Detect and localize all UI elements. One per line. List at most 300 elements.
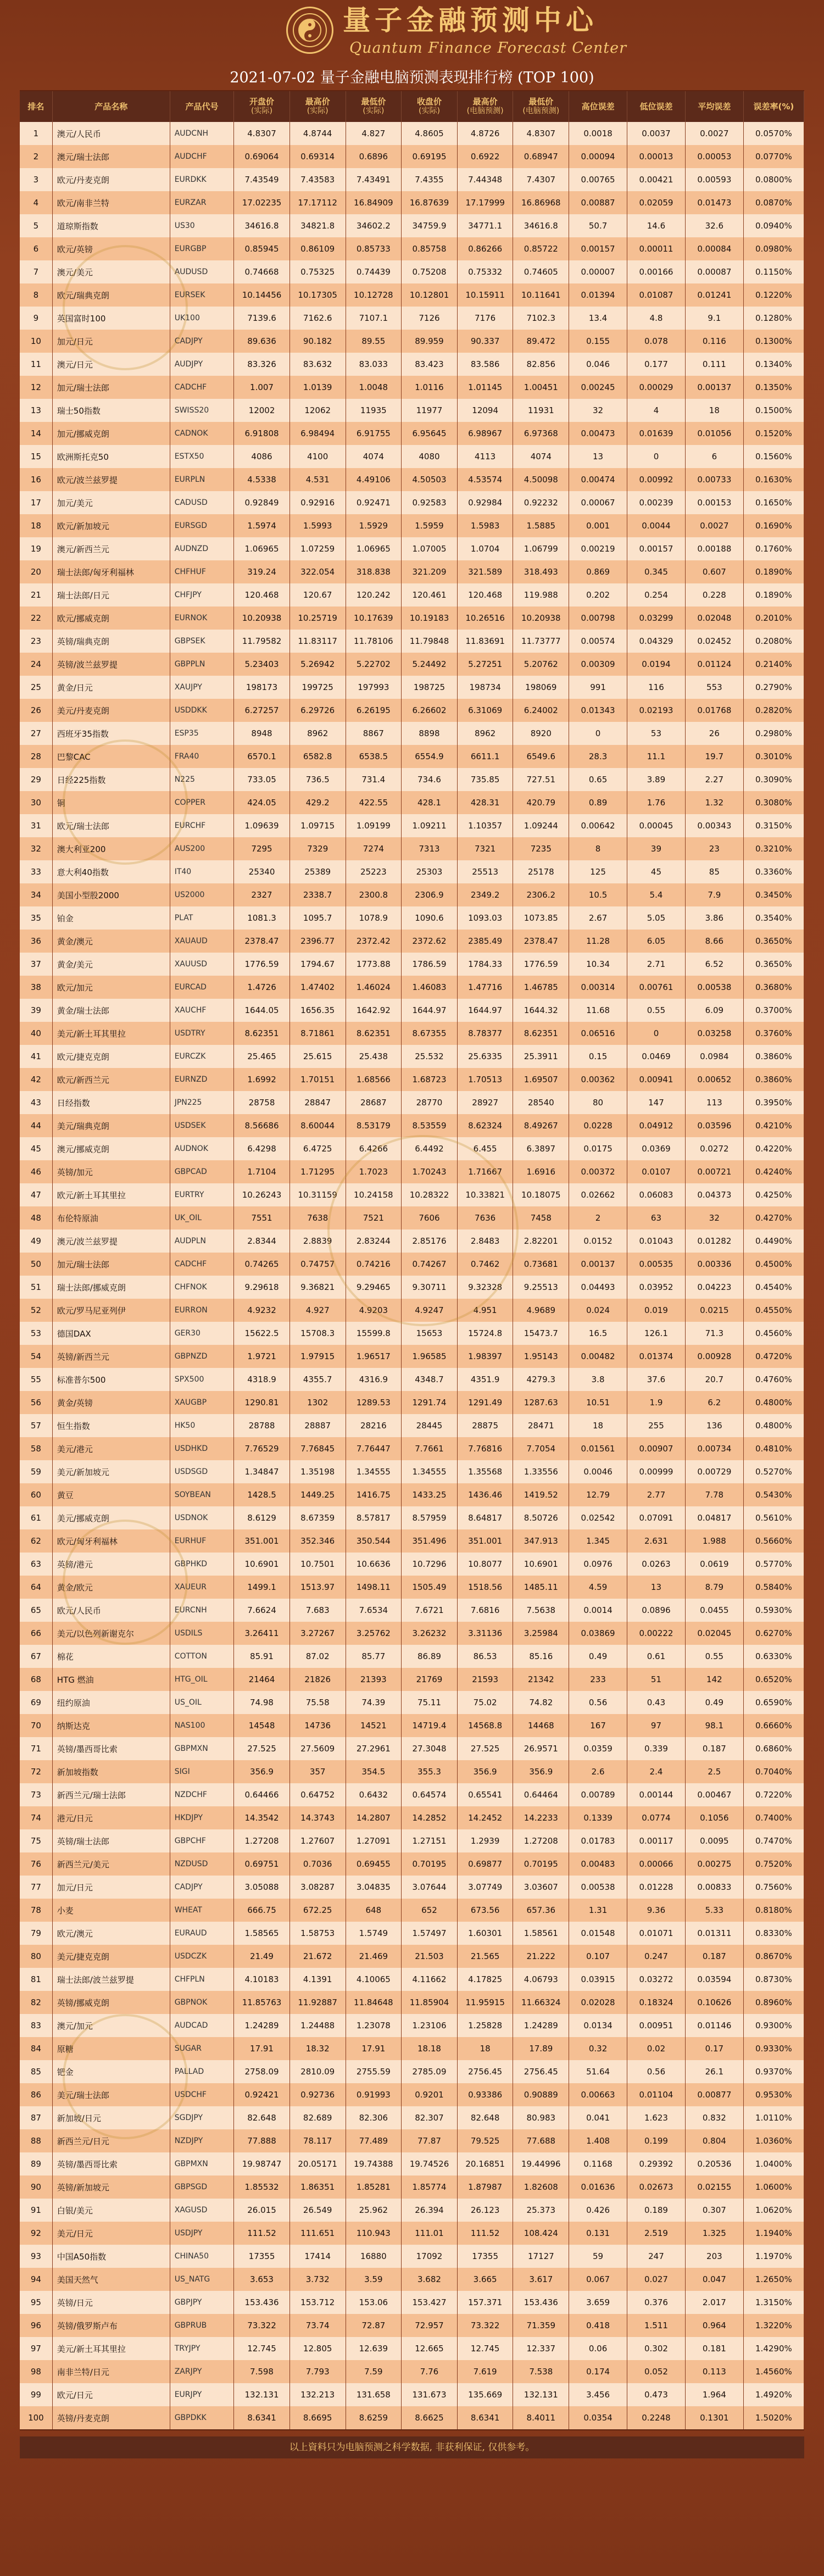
cell-error-rate: 0.2980% <box>743 722 804 745</box>
cell-low: 1.0048 <box>346 376 402 399</box>
cell-close: 4080 <box>402 445 458 468</box>
cell-avg-error: 0.01473 <box>685 191 743 214</box>
cell-forecast-low: 14.2233 <box>513 1806 569 1829</box>
cell-forecast-high: 17.17999 <box>457 191 513 214</box>
cell-close: 4.9247 <box>402 1299 458 1322</box>
cell-error-rate: 0.0800% <box>743 168 804 191</box>
cell-open: 7.598 <box>234 2360 290 2383</box>
cell-forecast-high: 4113 <box>457 445 513 468</box>
cell-close: 8.67355 <box>402 1022 458 1045</box>
cell-open: 153.436 <box>234 2291 290 2314</box>
table-row <box>20 1368 804 1391</box>
table-row <box>20 1622 804 1645</box>
cell-low-error: 247 <box>627 2245 686 2268</box>
table-row <box>20 122 804 145</box>
cell-forecast-low: 21.222 <box>513 1945 569 1968</box>
cell-high: 25.615 <box>289 1045 346 1068</box>
cell-low: 7.6534 <box>346 1599 402 1622</box>
cell-product-code: HKDJPY <box>170 1806 233 1829</box>
cell-avg-error: 2.5 <box>685 1760 743 1783</box>
cell-product-name: 美元/新加坡元 <box>52 1460 170 1483</box>
cell-low-error: 0.07091 <box>627 1506 686 1529</box>
table-header <box>20 91 804 122</box>
cell-close: 1433.25 <box>402 1483 458 1506</box>
cell-forecast-low: 10.20938 <box>513 607 569 630</box>
cell-error-rate: 1.2650% <box>743 2268 804 2291</box>
cell-high: 6.98494 <box>289 422 346 445</box>
cell-rank: 34 <box>20 883 52 906</box>
cell-error-rate: 0.1350% <box>743 376 804 399</box>
cell-product-name: 加元/瑞士法郎 <box>52 376 170 399</box>
cell-high-error: 13 <box>569 445 627 468</box>
cell-low: 7.43491 <box>346 168 402 191</box>
cell-forecast-high: 1518.56 <box>457 1576 513 1599</box>
cell-close: 7.7661 <box>402 1437 458 1460</box>
cell-high-error: 0.0018 <box>569 122 627 145</box>
cell-low: 2300.8 <box>346 883 402 906</box>
cell-high-error: 0.00473 <box>569 422 627 445</box>
cell-high: 1.97915 <box>289 1345 346 1368</box>
col-header-sub: (实际) <box>363 107 385 115</box>
cell-low-error: 1.9 <box>627 1391 686 1414</box>
cell-close: 10.19183 <box>402 607 458 630</box>
cell-open: 356.9 <box>234 1760 290 1783</box>
cell-forecast-high: 1.0704 <box>457 537 513 560</box>
table-row <box>20 2268 804 2291</box>
cell-open: 0.64466 <box>234 1783 290 1806</box>
cell-forecast-high: 6.31069 <box>457 699 513 722</box>
cell-open: 0.69751 <box>234 1852 290 1876</box>
cell-product-code: USDCZK <box>170 1945 233 1968</box>
cell-avg-error: 0.00336 <box>685 1253 743 1276</box>
cell-forecast-high: 86.53 <box>457 1645 513 1668</box>
cell-forecast-low: 7458 <box>513 1206 569 1229</box>
cell-rank: 55 <box>20 1368 52 1391</box>
cell-rank: 58 <box>20 1437 52 1460</box>
cell-low-error: 0.0107 <box>627 1160 686 1183</box>
cell-avg-error: 19.7 <box>685 745 743 768</box>
cell-close: 1.09211 <box>402 814 458 837</box>
cell-error-rate: 0.4490% <box>743 1229 804 1253</box>
cell-error-rate: 1.1970% <box>743 2245 804 2268</box>
cell-low-error: 0.00066 <box>627 1852 686 1876</box>
cell-forecast-low: 2378.47 <box>513 930 569 953</box>
cell-rank: 92 <box>20 2222 52 2245</box>
cell-close: 19.74526 <box>402 2152 458 2176</box>
cell-open: 1644.05 <box>234 999 290 1022</box>
cell-forecast-low: 4.06793 <box>513 1968 569 1991</box>
cell-rank: 17 <box>20 491 52 514</box>
cell-product-name: 英镑/新西兰元 <box>52 1345 170 1368</box>
cell-high-error: 0.01783 <box>569 1829 627 1852</box>
cell-low-error: 51 <box>627 1668 686 1691</box>
cell-rank: 51 <box>20 1276 52 1299</box>
cell-open: 1.58565 <box>234 1922 290 1945</box>
cell-low: 1498.11 <box>346 1576 402 1599</box>
cell-low-error: 6.05 <box>627 930 686 953</box>
cell-low-error: 0.027 <box>627 2268 686 2291</box>
cell-forecast-low: 1287.63 <box>513 1391 569 1414</box>
cell-error-rate: 0.4760% <box>743 1368 804 1391</box>
cell-product-name: 欧元/澳元 <box>52 1922 170 1945</box>
cell-rank: 19 <box>20 537 52 560</box>
cell-open: 7551 <box>234 1206 290 1229</box>
cell-high: 21.672 <box>289 1945 346 1968</box>
cell-forecast-high: 83.586 <box>457 353 513 376</box>
cell-open: 73.322 <box>234 2314 290 2337</box>
cell-error-rate: 0.4210% <box>743 1114 804 1137</box>
cell-low-error: 0.02193 <box>627 699 686 722</box>
cell-close: 3.26232 <box>402 1622 458 1645</box>
cell-low: 1642.92 <box>346 999 402 1022</box>
table-row <box>20 630 804 653</box>
cell-high: 12062 <box>289 399 346 422</box>
cell-forecast-low: 89.472 <box>513 330 569 353</box>
cell-product-code: AUDPLN <box>170 1229 233 1253</box>
cell-open: 6.4298 <box>234 1137 290 1160</box>
cell-close: 4.50503 <box>402 468 458 491</box>
cell-high-error: 0.0134 <box>569 2014 627 2037</box>
cell-close: 0.69195 <box>402 145 458 168</box>
cell-close: 0.70195 <box>402 1852 458 1876</box>
cell-product-code: XAUJPY <box>170 676 233 699</box>
cell-high: 0.92736 <box>289 2083 346 2106</box>
cell-forecast-low: 6.3897 <box>513 1137 569 1160</box>
cell-high-error: 0.1339 <box>569 1806 627 1829</box>
cell-low-error: 0.302 <box>627 2337 686 2360</box>
cell-high: 0.64752 <box>289 1783 346 1806</box>
cell-forecast-low: 1.00451 <box>513 376 569 399</box>
cell-product-name: 澳元/挪威克朗 <box>52 1137 170 1160</box>
cell-low: 25223 <box>346 860 402 883</box>
col-header-close <box>402 91 458 122</box>
cell-low-error: 0.00045 <box>627 814 686 837</box>
cell-open: 74.98 <box>234 1691 290 1714</box>
cell-product-name: 欧洲斯托克50 <box>52 445 170 468</box>
cell-rank: 10 <box>20 330 52 353</box>
cell-product-name: 欧元/人民币 <box>52 1599 170 1622</box>
table-row <box>20 1137 804 1160</box>
cell-rank: 1 <box>20 122 52 145</box>
cell-high-error: 0.00474 <box>569 468 627 491</box>
cell-close: 27.3048 <box>402 1737 458 1760</box>
table-row <box>20 1483 804 1506</box>
cell-high-error: 167 <box>569 1714 627 1737</box>
cell-error-rate: 0.0570% <box>743 122 804 145</box>
cell-product-name: 标准普尔500 <box>52 1368 170 1391</box>
cell-low: 1.34555 <box>346 1460 402 1483</box>
cell-forecast-high: 12094 <box>457 399 513 422</box>
cell-close: 16.87639 <box>402 191 458 214</box>
cell-high: 1302 <box>289 1391 346 1414</box>
cell-high-error: 0.01636 <box>569 2176 627 2199</box>
col-header-main: 收盘价 <box>416 97 442 107</box>
cell-error-rate: 0.2010% <box>743 607 804 630</box>
cell-low: 8.57817 <box>346 1506 402 1529</box>
cell-error-rate: 1.0600% <box>743 2176 804 2199</box>
cell-error-rate: 0.0980% <box>743 237 804 260</box>
cell-close: 355.3 <box>402 1760 458 1783</box>
cell-forecast-low: 14468 <box>513 1714 569 1737</box>
table-row <box>20 722 804 745</box>
cell-product-name: 新加坡指数 <box>52 1760 170 1783</box>
cell-low: 1.27091 <box>346 1829 402 1852</box>
cell-high-error: 3.659 <box>569 2291 627 2314</box>
cell-forecast-low: 1.46785 <box>513 976 569 999</box>
cell-product-name: 澳元/日元 <box>52 353 170 376</box>
cell-rank: 28 <box>20 745 52 768</box>
cell-low: 77.489 <box>346 2129 402 2152</box>
cell-error-rate: 0.2790% <box>743 676 804 699</box>
cell-low: 1.09199 <box>346 814 402 837</box>
cell-close: 7313 <box>402 837 458 860</box>
cell-close: 153.427 <box>402 2291 458 2314</box>
cell-high: 1.70151 <box>289 1068 346 1091</box>
cell-product-code: AUDCHF <box>170 145 233 168</box>
cell-product-name: 英镑/日元 <box>52 2291 170 2314</box>
cell-product-code: CHFJPY <box>170 583 233 607</box>
cell-forecast-high: 7636 <box>457 1206 513 1229</box>
table-row <box>20 2129 804 2152</box>
cell-rank: 76 <box>20 1852 52 1876</box>
cell-low: 120.242 <box>346 583 402 607</box>
cell-low: 10.17639 <box>346 607 402 630</box>
cell-close: 3.682 <box>402 2268 458 2291</box>
cell-low: 110.943 <box>346 2222 402 2245</box>
cell-rank: 74 <box>20 1806 52 1829</box>
cell-low: 17.91 <box>346 2037 402 2060</box>
cell-high: 111.651 <box>289 2222 346 2245</box>
cell-forecast-high: 7.6816 <box>457 1599 513 1622</box>
cell-rank: 99 <box>20 2383 52 2406</box>
cell-forecast-high: 14568.8 <box>457 1714 513 1737</box>
cell-forecast-high: 8.64817 <box>457 1506 513 1529</box>
cell-low: 1.96517 <box>346 1345 402 1368</box>
cell-low-error: 0.189 <box>627 2199 686 2222</box>
cell-high: 1.09715 <box>289 814 346 837</box>
cell-close: 12.665 <box>402 2337 458 2360</box>
cell-error-rate: 0.5270% <box>743 1460 804 1483</box>
cell-avg-error: 0.17 <box>685 2037 743 2060</box>
cell-low: 1.68566 <box>346 1068 402 1091</box>
cell-forecast-high: 75.02 <box>457 1691 513 1714</box>
cell-error-rate: 0.6590% <box>743 1691 804 1714</box>
cell-forecast-low: 420.79 <box>513 791 569 814</box>
cell-close: 86.89 <box>402 1645 458 1668</box>
cell-low: 9.29465 <box>346 1276 402 1299</box>
table-row <box>20 1322 804 1345</box>
cell-high: 4.927 <box>289 1299 346 1322</box>
table-row <box>20 1160 804 1183</box>
cell-avg-error: 0.0619 <box>685 1553 743 1576</box>
cell-forecast-low: 82.856 <box>513 353 569 376</box>
cell-forecast-high: 17355 <box>457 2245 513 2268</box>
table-row <box>20 676 804 699</box>
cell-open: 1.27208 <box>234 1829 290 1852</box>
cell-product-name: 意大利40指数 <box>52 860 170 883</box>
cell-low: 7.76447 <box>346 1437 402 1460</box>
cell-high: 1.07259 <box>289 537 346 560</box>
table-row <box>20 768 804 791</box>
cell-low: 21393 <box>346 1668 402 1691</box>
cell-product-code: AUDCNH <box>170 122 233 145</box>
cell-error-rate: 0.3650% <box>743 953 804 976</box>
cell-product-code: GBPCHF <box>170 1829 233 1852</box>
cell-error-rate: 0.1340% <box>743 353 804 376</box>
cell-close: 1.34555 <box>402 1460 458 1483</box>
cell-rank: 36 <box>20 930 52 953</box>
cell-forecast-low: 132.131 <box>513 2383 569 2406</box>
cell-high-error: 0.00157 <box>569 237 627 260</box>
cell-forecast-high: 8.62324 <box>457 1114 513 1137</box>
cell-rank: 57 <box>20 1414 52 1437</box>
cell-error-rate: 0.1220% <box>743 283 804 307</box>
cell-error-rate: 0.4810% <box>743 1437 804 1460</box>
cell-rank: 53 <box>20 1322 52 1345</box>
cell-rank: 72 <box>20 1760 52 1783</box>
cell-close: 21.503 <box>402 1945 458 1968</box>
col-header-main: 最高价 <box>472 97 498 107</box>
cell-high-error: 2.6 <box>569 1760 627 1783</box>
cell-product-name: 白银/美元 <box>52 2199 170 2222</box>
cell-product-name: 英镑/新加坡元 <box>52 2176 170 2199</box>
cell-rank: 41 <box>20 1045 52 1068</box>
cell-high-error: 0.00663 <box>569 2083 627 2106</box>
cell-low-error: 0.01374 <box>627 1345 686 1368</box>
cell-low: 1.23078 <box>346 2014 402 2037</box>
cell-product-name: 欧元/匈牙利福林 <box>52 1529 170 1553</box>
cell-high-error: 0.01548 <box>569 1922 627 1945</box>
cell-error-rate: 0.1650% <box>743 491 804 514</box>
cell-close: 11.79848 <box>402 630 458 653</box>
cell-error-rate: 0.8730% <box>743 1968 804 1991</box>
cell-low: 12.639 <box>346 2337 402 2360</box>
cell-high-error: 0.00574 <box>569 630 627 653</box>
cell-high-error: 4.59 <box>569 1576 627 1599</box>
table-row <box>20 1668 804 1691</box>
cell-rank: 90 <box>20 2176 52 2199</box>
cell-avg-error: 2.017 <box>685 2291 743 2314</box>
cell-avg-error: 6.2 <box>685 1391 743 1414</box>
cell-error-rate: 0.1890% <box>743 560 804 583</box>
cell-high: 14.3743 <box>289 1806 346 1829</box>
cell-forecast-low: 9.25513 <box>513 1276 569 1299</box>
cell-forecast-high: 1436.46 <box>457 1483 513 1506</box>
cell-forecast-low: 77.688 <box>513 2129 569 2152</box>
cell-close: 1291.74 <box>402 1391 458 1414</box>
cell-avg-error: 0.228 <box>685 583 743 607</box>
cell-forecast-low: 5.20762 <box>513 653 569 676</box>
ranking-table-wrap <box>20 90 804 2430</box>
cell-product-code: EURHUF <box>170 1529 233 1553</box>
cell-low: 11935 <box>346 399 402 422</box>
cell-rank: 56 <box>20 1391 52 1414</box>
cell-low: 2372.42 <box>346 930 402 953</box>
cell-avg-error: 0.187 <box>685 1945 743 1968</box>
cell-close: 1.68723 <box>402 1068 458 1091</box>
cell-close: 1.27151 <box>402 1829 458 1852</box>
cell-low-error: 0.345 <box>627 560 686 583</box>
table-row <box>20 1806 804 1829</box>
cell-product-name: 原糖 <box>52 2037 170 2060</box>
cell-high: 1449.25 <box>289 1483 346 1506</box>
cell-rank: 87 <box>20 2106 52 2129</box>
cell-avg-error: 0.832 <box>685 2106 743 2129</box>
cell-forecast-low: 356.9 <box>513 1760 569 1783</box>
cell-high: 11.83117 <box>289 630 346 653</box>
cell-high-error: 0.418 <box>569 2314 627 2337</box>
table-row <box>20 976 804 999</box>
cell-low-error: 0.339 <box>627 1737 686 1760</box>
cell-product-name: 德国DAX <box>52 1322 170 1345</box>
cell-high-error: 0.06 <box>569 2337 627 2360</box>
cell-forecast-low: 0.90889 <box>513 2083 569 2106</box>
cell-high-error: 59 <box>569 2245 627 2268</box>
cell-forecast-low: 0.73681 <box>513 1253 569 1276</box>
cell-close: 7.6721 <box>402 1599 458 1622</box>
table-row <box>20 999 804 1022</box>
cell-avg-error: 1.32 <box>685 791 743 814</box>
cell-product-name: 英镑/挪威克朗 <box>52 1991 170 2014</box>
table-row <box>20 930 804 953</box>
cell-rank: 50 <box>20 1253 52 1276</box>
cell-low-error: 2.519 <box>627 2222 686 2245</box>
cell-open: 25340 <box>234 860 290 883</box>
cell-high: 672.25 <box>289 1899 346 1922</box>
cell-rank: 71 <box>20 1737 52 1760</box>
cell-product-code: AUDJPY <box>170 353 233 376</box>
cell-low-error: 1.511 <box>627 2314 686 2337</box>
cell-low-error: 0.0263 <box>627 1553 686 1576</box>
cell-low-error: 1.623 <box>627 2106 686 2129</box>
cell-high: 15708.3 <box>289 1322 346 1345</box>
ranking-subtitle: 2021-07-02 量子金融电脑预测表现排行榜 (TOP 100) <box>230 69 594 86</box>
cell-high-error: 0 <box>569 722 627 745</box>
cell-error-rate: 0.4220% <box>743 1137 804 1160</box>
cell-forecast-high: 1.87987 <box>457 2176 513 2199</box>
cell-low-error: 0.177 <box>627 353 686 376</box>
cell-forecast-high: 8.78377 <box>457 1022 513 1045</box>
cell-product-code: USDHKD <box>170 1437 233 1460</box>
cell-low: 6.4266 <box>346 1137 402 1160</box>
cell-high-error: 0.06516 <box>569 1022 627 1045</box>
cell-open: 1.5974 <box>234 514 290 537</box>
cell-product-name: 加元/日元 <box>52 1876 170 1899</box>
cell-low-error: 0.03272 <box>627 1968 686 1991</box>
cell-error-rate: 0.4540% <box>743 1276 804 1299</box>
cell-high: 28887 <box>289 1414 346 1437</box>
table-row <box>20 1922 804 1945</box>
cell-close: 34759.9 <box>402 214 458 237</box>
cell-close: 1.46083 <box>402 976 458 999</box>
cell-low: 3.25762 <box>346 1622 402 1645</box>
cell-rank: 69 <box>20 1691 52 1714</box>
table-row <box>20 1091 804 1114</box>
cell-avg-error: 0.0027 <box>685 122 743 145</box>
cell-low-error: 14.6 <box>627 214 686 237</box>
cell-product-code: GBPRUB <box>170 2314 233 2337</box>
cell-low: 4316.9 <box>346 1368 402 1391</box>
cell-forecast-high: 356.9 <box>457 1760 513 1783</box>
cell-high-error: 0.02662 <box>569 1183 627 1206</box>
cell-close: 26.394 <box>402 2199 458 2222</box>
cell-rank: 86 <box>20 2083 52 2106</box>
cell-product-name: 欧元/新西兰元 <box>52 1068 170 1091</box>
cell-rank: 8 <box>20 283 52 307</box>
cell-open: 26.015 <box>234 2199 290 2222</box>
cell-error-rate: 0.6520% <box>743 1668 804 1691</box>
cell-close: 1.0116 <box>402 376 458 399</box>
